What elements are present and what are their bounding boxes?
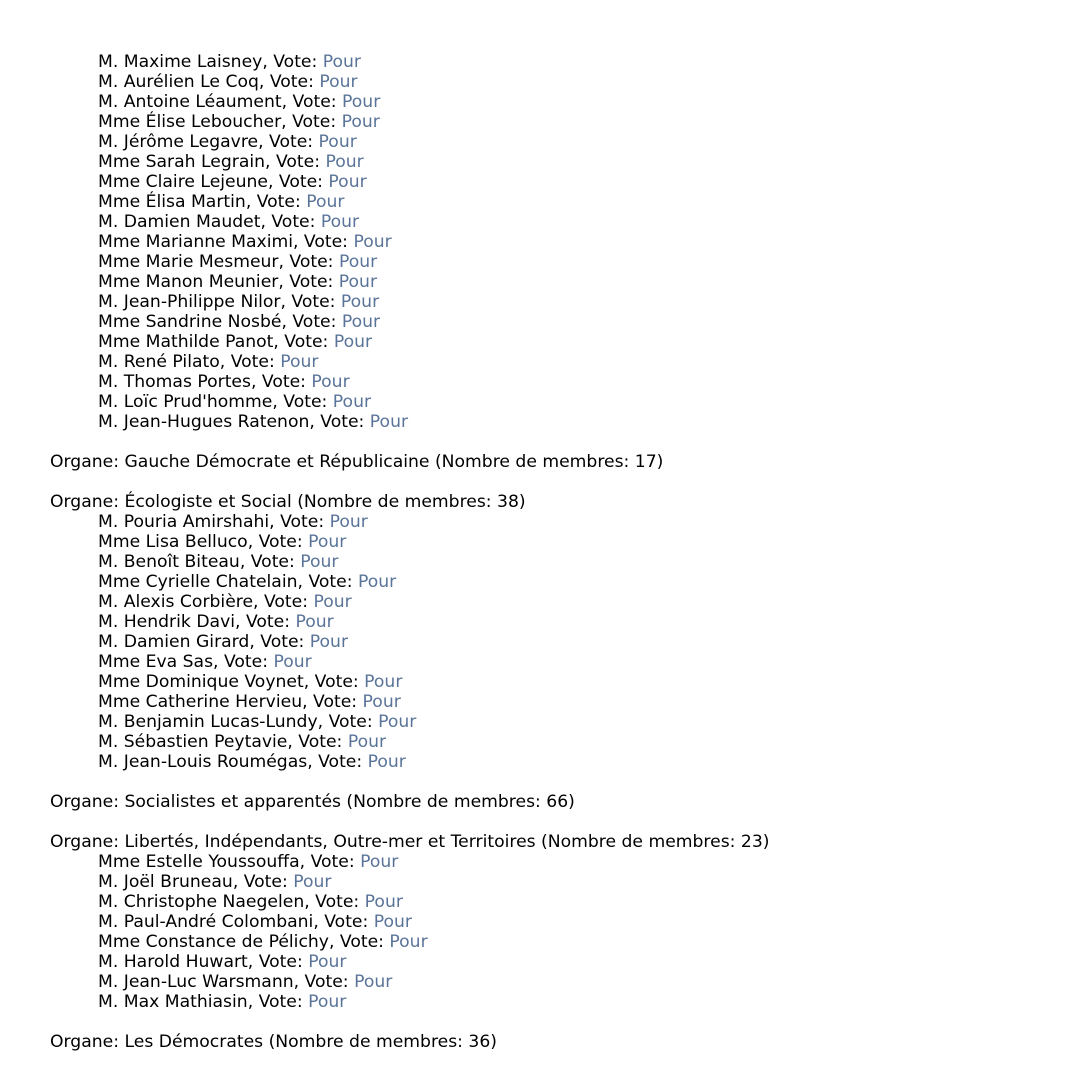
vote-prefix: , Vote: — [303, 672, 365, 692]
member-name: M. Sébastien Peytavie — [98, 732, 288, 752]
member-name: M. Damien Girard — [98, 632, 250, 652]
member-line — [0, 912, 1080, 932]
member-name: M. Benjamin Lucas-Lundy — [98, 712, 318, 732]
vote-prefix: , Vote: — [267, 172, 329, 192]
vote-value: Pour — [338, 252, 378, 272]
member-name: M. Antoine Léaument — [98, 92, 282, 112]
vote-prefix: , Vote: — [293, 972, 355, 992]
member-name: Mme Estelle Youssouffa — [98, 852, 300, 872]
organ-name: Libertés, Indépendants, Outre-mer et Territoires (Nombre de membres: 23) — [124, 832, 770, 852]
member-name: M. Aurélien Le Coq — [98, 72, 259, 92]
spacer — [0, 812, 1080, 832]
member-line — [0, 532, 1080, 552]
vote-value: Pour — [364, 672, 403, 692]
member-line — [0, 352, 1080, 372]
vote-prefix: , Vote: — [287, 732, 348, 752]
vote-prefix: , Vote: — [272, 392, 333, 412]
member-name: M. Jérôme Legavre — [98, 132, 259, 152]
vote-value: Pour — [333, 332, 373, 352]
member-name: Mme Élisa Martin — [98, 192, 246, 212]
vote-value: Pour — [364, 892, 403, 912]
member-line — [0, 972, 1080, 992]
member-line — [0, 292, 1080, 312]
member-name: M. Damien Maudet — [98, 212, 261, 232]
vote-prefix: , Vote: — [260, 212, 321, 232]
organ-heading — [0, 452, 1080, 472]
vote-value: Pour — [311, 372, 350, 392]
member-name: M. Pouria Amirshahi — [98, 512, 270, 532]
member-line — [0, 752, 1080, 772]
organ-prefix: Organe: — [50, 792, 125, 812]
vote-prefix: , Vote: — [304, 892, 365, 912]
vote-value: Pour — [322, 52, 361, 72]
vote-value: Pour — [293, 872, 332, 892]
vote-value: Pour — [332, 392, 372, 412]
vote-prefix: , Vote: — [235, 612, 296, 632]
member-name: M. Harold Huwart — [98, 952, 248, 972]
spacer — [0, 472, 1080, 492]
member-line — [0, 952, 1080, 972]
member-name: Mme Manon Meunier — [98, 272, 279, 292]
member-line — [0, 252, 1080, 272]
vote-prefix: , Vote: — [249, 632, 310, 652]
vote-value: Pour — [318, 132, 357, 152]
vote-prefix: , Vote: — [281, 312, 342, 332]
vote-prefix: , Vote: — [247, 952, 309, 972]
vote-value: Pour — [306, 192, 345, 212]
member-line — [0, 892, 1080, 912]
member-line — [0, 672, 1080, 692]
vote-prefix: , Vote: — [247, 532, 309, 552]
member-line — [0, 852, 1080, 872]
vote-value: Pour — [369, 412, 409, 432]
member-name: Mme Sandrine Nosbé — [98, 312, 282, 332]
vote-prefix: , Vote: — [219, 352, 281, 372]
member-line — [0, 372, 1080, 392]
member-name: M. Jean-Philippe Nilor — [98, 292, 281, 312]
vote-prefix: , Vote: — [309, 412, 370, 432]
vote-prefix: , Vote: — [273, 332, 334, 352]
organ-name: Écologiste et Social (Nombre de membres: 38) — [124, 492, 526, 512]
spacer — [0, 1012, 1080, 1032]
vote-value: Pour — [340, 292, 380, 312]
vote-value: Pour — [378, 712, 417, 732]
vote-value: Pour — [362, 692, 401, 712]
vote-prefix: , Vote: — [313, 912, 374, 932]
vote-value: Pour — [389, 932, 428, 952]
vote-value: Pour — [313, 592, 352, 612]
vote-prefix: , Vote: — [302, 692, 363, 712]
organ-name: Les Démocrates (Nombre de membres: 36) — [124, 1032, 498, 1052]
vote-prefix: , Vote: — [247, 992, 309, 1012]
vote-prefix: , Vote: — [281, 112, 342, 132]
vote-value: Pour — [308, 532, 347, 552]
vote-prefix: , Vote: — [280, 292, 341, 312]
member-line — [0, 392, 1080, 412]
vote-prefix: , Vote: — [258, 132, 319, 152]
spacer — [0, 432, 1080, 452]
vote-value: Pour — [308, 992, 347, 1012]
vote-prefix: , Vote: — [213, 652, 274, 672]
organ-prefix: Organe: — [50, 1032, 125, 1052]
vote-value: Pour — [328, 172, 367, 192]
member-line — [0, 572, 1080, 592]
member-name: M. Loïc Prud'homme — [98, 392, 273, 412]
member-name: Mme Élise Leboucher — [98, 112, 282, 132]
member-line — [0, 72, 1080, 92]
organ-heading — [0, 1032, 1080, 1052]
vote-prefix: , Vote: — [269, 512, 330, 532]
vote-value: Pour — [319, 72, 358, 92]
member-line — [0, 332, 1080, 352]
vote-prefix: , Vote: — [328, 932, 390, 952]
member-name: M. Joël Bruneau — [98, 872, 233, 892]
vote-value: Pour — [320, 212, 360, 232]
vote-prefix: , Vote: — [250, 372, 312, 392]
member-line — [0, 932, 1080, 952]
member-name: Mme Sarah Legrain — [98, 152, 266, 172]
organ-prefix: Organe: — [50, 452, 125, 472]
vote-value: Pour — [341, 112, 380, 132]
spacer — [0, 772, 1080, 792]
vote-prefix: , Vote: — [307, 752, 368, 772]
member-line — [0, 272, 1080, 292]
vote-prefix: , Vote: — [278, 272, 339, 292]
member-line — [0, 172, 1080, 192]
vote-value: Pour — [347, 732, 387, 752]
member-line — [0, 232, 1080, 252]
vote-value: Pour — [360, 852, 399, 872]
member-line — [0, 512, 1080, 532]
member-name: Mme Cyrielle Chatelain — [98, 572, 298, 592]
vote-prefix: , Vote: — [293, 232, 354, 252]
member-line — [0, 652, 1080, 672]
member-line — [0, 612, 1080, 632]
member-name: M. Benoît Biteau — [98, 552, 240, 572]
member-line — [0, 992, 1080, 1012]
vote-value: Pour — [309, 632, 349, 652]
member-name: Mme Constance de Pélichy — [98, 932, 329, 952]
member-line — [0, 732, 1080, 752]
organ-prefix: Organe: — [50, 492, 125, 512]
vote-value: Pour — [273, 652, 312, 672]
vote-value: Pour — [353, 232, 392, 252]
vote-prefix: , Vote: — [278, 252, 339, 272]
member-line — [0, 52, 1080, 72]
member-line — [0, 132, 1080, 152]
vote-value: Pour — [342, 92, 381, 112]
member-line — [0, 212, 1080, 232]
organ-heading — [0, 792, 1080, 812]
vote-prefix: , Vote: — [262, 52, 323, 72]
member-line — [0, 592, 1080, 612]
member-name: M. Jean-Luc Warsmann — [98, 972, 294, 992]
member-line — [0, 872, 1080, 892]
member-name: Mme Lisa Belluco — [98, 532, 248, 552]
vote-value: Pour — [367, 752, 406, 772]
vote-prefix: , Vote: — [245, 192, 307, 212]
vote-value: Pour — [357, 572, 397, 592]
vote-value: Pour — [341, 312, 381, 332]
vote-prefix: , Vote: — [239, 552, 301, 572]
member-line — [0, 92, 1080, 112]
member-line — [0, 712, 1080, 732]
member-name: Mme Marianne Maximi — [98, 232, 293, 252]
vote-prefix: , Vote: — [281, 92, 343, 112]
member-name: M. René Pilato — [98, 352, 220, 372]
member-name: M. Max Mathiasin — [98, 992, 248, 1012]
member-name: Mme Eva Sas — [98, 652, 214, 672]
organ-name: Gauche Démocrate et Républicaine (Nombre de membres: 17) — [124, 452, 664, 472]
member-name: M. Jean-Louis Roumégas — [98, 752, 308, 772]
vote-list — [0, 52, 1080, 1052]
vote-value: Pour — [354, 972, 393, 992]
organ-heading — [0, 492, 1080, 512]
member-name: M. Jean-Hugues Ratenon — [98, 412, 310, 432]
vote-prefix: , Vote: — [253, 592, 314, 612]
member-line — [0, 692, 1080, 712]
vote-prefix: , Vote: — [299, 852, 361, 872]
member-name: M. Maxime Laisney — [98, 52, 263, 72]
member-name: M. Christophe Naegelen — [98, 892, 305, 912]
vote-prefix: , Vote: — [317, 712, 379, 732]
member-name: Mme Catherine Hervieu — [98, 692, 303, 712]
member-line — [0, 192, 1080, 212]
vote-value: Pour — [329, 512, 368, 532]
vote-prefix: , Vote: — [232, 872, 294, 892]
vote-prefix: , Vote: — [258, 72, 320, 92]
member-name: M. Hendrik Davi — [98, 612, 236, 632]
member-name: Mme Marie Mesmeur — [98, 252, 279, 272]
member-line — [0, 552, 1080, 572]
member-name: Mme Claire Lejeune — [98, 172, 268, 192]
member-line — [0, 112, 1080, 132]
member-line — [0, 152, 1080, 172]
member-name: M. Alexis Corbière — [98, 592, 254, 612]
member-line — [0, 412, 1080, 432]
member-line — [0, 312, 1080, 332]
member-name: Mme Dominique Voynet — [98, 672, 304, 692]
member-name: M. Paul-André Colombani — [98, 912, 314, 932]
organ-heading — [0, 832, 1080, 852]
organ-prefix: Organe: — [50, 832, 125, 852]
vote-value: Pour — [300, 552, 339, 572]
vote-prefix: , Vote: — [265, 152, 326, 172]
vote-value: Pour — [295, 612, 334, 632]
vote-value: Pour — [308, 952, 347, 972]
vote-value: Pour — [280, 352, 319, 372]
vote-prefix: , Vote: — [297, 572, 358, 592]
organ-name: Socialistes et apparentés (Nombre de membres: 66) — [124, 792, 575, 812]
member-line — [0, 632, 1080, 652]
vote-value: Pour — [338, 272, 378, 292]
member-name: M. Thomas Portes — [98, 372, 251, 392]
vote-value: Pour — [373, 912, 412, 932]
vote-value: Pour — [325, 152, 364, 172]
member-name: Mme Mathilde Panot — [98, 332, 274, 352]
